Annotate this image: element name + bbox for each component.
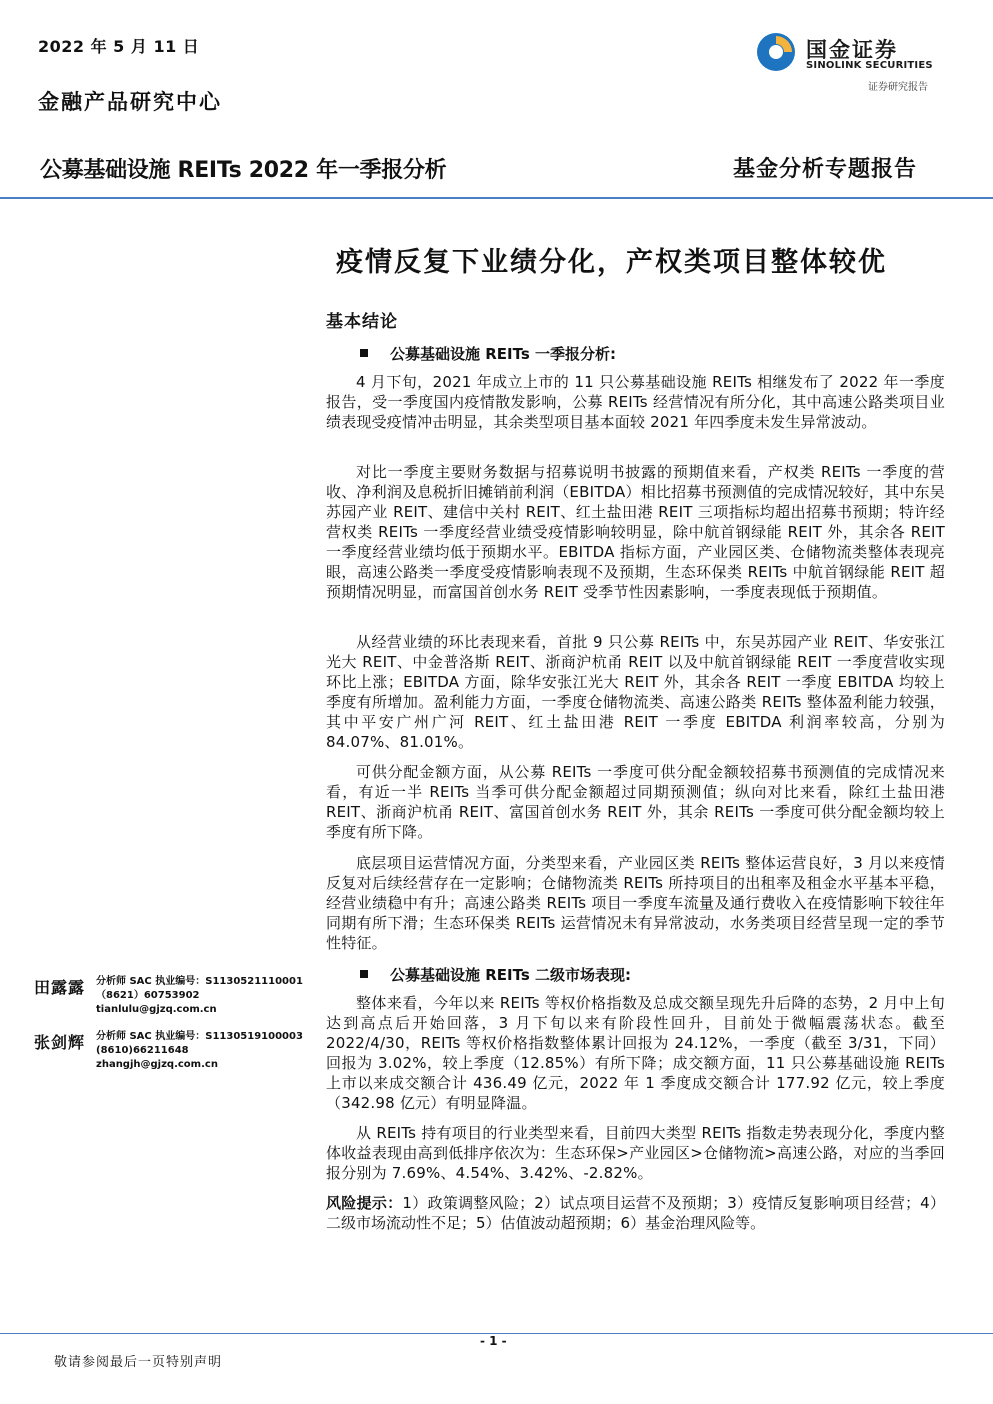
body-paragraph: 对比一季度主要财务数据与招募说明书披露的预期值来看，产权类 REITs 一季度的营收、净利润及息税折旧摊销前利润（EBITDA）相比招募书预测值的完成情况较好，其中东吴苏园产业 REIT、建信中关村 REIT、红土盐田港 REIT 三项指标均超出招募书预期；特许经营权类 REITs 一季度经营业绩受疫情影响较明显，除中航首钢绿能 REIT 外，其余各 REIT 一季度经营业绩均低于预期水平。EBITDA 指标方面，产业园区类、仓储物流类整体表现亮眼，高速公路类一季度受疫情影响表现不及预期，生态环保类 REITs 中航首钢绿能 REIT 超预期情况明显，而富国首创水务 REIT 受季节性因素影响，一季度表现低于预期值。	[326, 463, 945, 601]
main-title: 疫情反复下业绩分化，产权类项目整体较优	[336, 247, 887, 278]
body-paragraph: 可供分配金额方面，从公募 REITs 一季度可供分配金额较招募书预测值的完成情况来看，有近一半 REITs 当季可供分配金额超过同期预测值；纵向对比来看，除红土盐田港 REIT、浙商沪杭甬 REIT、富国首创水务 REIT 外，其余 REITs 一季度可供分配金额均较上季度有所下降。	[326, 763, 945, 841]
bullet-heading-text: 公募基础设施 REITs 一季报分析:	[390, 345, 616, 363]
report-date: 2022 年 5 月 11 日	[38, 37, 200, 56]
report-type: 基金分析专题报告	[733, 156, 918, 182]
risk-warning	[326, 1193, 945, 1233]
header-divider	[0, 197, 993, 199]
body-paragraph: 底层项目运营情况方面，分类型来看，产业园区类 REITs 整体运营良好，3 月以来疫情反复对后续经营存在一定影响；仓储物流类 REITs 所持项目的出租率及租金水平基本平稳，经营业绩稳中有升；高速公路类 REITs 项目一季度车流量及通行费收入在疫情影响下较往年同期有所下滑；生态环保类 REITs 运营情况未有异常波动，水务类项目经营呈现一定的季节性特征。	[326, 854, 945, 952]
analyst-name: 田露露	[34, 978, 86, 997]
analyst-phone: （8621）60753902	[96, 990, 200, 1001]
body-paragraph: 从经营业绩的环比表现来看，首批 9 只公募 REITs 中，东吴苏园产业 REIT、华安张江光大 REIT、中金普洛斯 REIT、浙商沪杭甬 REIT 以及中航首钢绿能 REIT 一季度营收实现环比上涨；EBITDA 方面，除华安张江光大 REIT 外，其余各 REIT 一季度 EBITDA 均较上季度有所增加。盈利能力方面，一季度仓储物流类、高速公路类 REITs 整体盈利能力较强，其中平安广州广河 REIT、红土盐田港 REIT 一季度 EBITDA 利润率较高，分别为 84.07%、81.01%。	[326, 633, 945, 751]
research-center-name: 金融产品研究中心	[38, 89, 222, 114]
bullet-heading	[360, 343, 616, 364]
logo-subtitle: 证券研究报告	[868, 82, 928, 93]
logo-mark-icon	[756, 32, 796, 72]
logo-chinese-name: 国金证券	[806, 38, 898, 62]
section-title: 基本结论	[326, 312, 398, 332]
risk-label: 风险提示：	[326, 1194, 403, 1212]
analyst-sac: 分析师 SAC 执业编号：S1130521110001	[96, 976, 303, 987]
body-paragraph: 整体来看，今年以来 REITs 等权价格指数及总成交额呈现先升后降的态势，2 月中上旬达到高点后开始回落，3 月下旬以来有阶段性回升，目前处于微幅震荡状态。截至 2022/4/30，REITs 等权价格指数整体累计回报为 24.12%，一季度（截至 3/31，下同）回报为 3.02%，较上季度（12.85%）有所下降；成交额方面，11 只公募基础设施 REITs 上市以来成交额合计 436.49 亿元，2022 年 1 季度成交额合计 177.92 亿元，较上季度（342.98 亿元）有明显降温。	[326, 994, 945, 1112]
analyst-sac: 分析师 SAC 执业编号：S1130519100003	[96, 1031, 303, 1042]
risk-text: 1）政策调整风险；2）试点项目运营不及预期；3）疫情反复影响项目经营；4）二级市场流动性不足；5）估值波动超预期；6）基金治理风险等。	[326, 1194, 945, 1232]
company-logo	[756, 32, 946, 96]
page-number: - 1 -	[480, 1334, 507, 1348]
analyst-email[interactable]: zhangjh@gjzq.com.cn	[96, 1059, 218, 1070]
analyst-phone: (8610)66211648	[96, 1045, 189, 1056]
analyst-info	[96, 1030, 303, 1072]
bullet-square-icon	[360, 349, 368, 357]
bullet-heading	[360, 964, 631, 985]
analyst-info	[96, 975, 303, 1017]
body-paragraph: 从 REITs 持有项目的行业类型来看，目前四大类型 REITs 指数走势表现分化，季度内整体收益表现由高到低排序依次为：生态环保>产业园区>仓储物流>高速公路，对应的当季回报分别为 7.69%、4.54%、3.42%、-2.82%。	[326, 1124, 945, 1182]
analyst-email[interactable]: tianlulu@gjzq.com.cn	[96, 1004, 217, 1015]
disclaimer-note: 敬请参阅最后一页特别声明	[54, 1355, 223, 1370]
bullet-square-icon	[360, 970, 368, 978]
report-title: 公募基础设施 REITs 2022 年一季报分析	[40, 158, 447, 183]
body-paragraph: 4 月下旬，2021 年成立上市的 11 只公募基础设施 REITs 相继发布了 2022 年一季度报告，受一季度国内疫情散发影响，公募 REITs 经营情况有所分化，其中高速公路类项目业绩表现受疫情冲击明显，其余类型项目基本面较 2021 年四季度未发生异常波动。	[326, 373, 945, 431]
bullet-heading-text: 公募基础设施 REITs 二级市场表现:	[390, 966, 631, 984]
analyst-name: 张剑辉	[34, 1033, 86, 1052]
logo-english-name: SINOLINK SECURITIES	[806, 60, 933, 71]
